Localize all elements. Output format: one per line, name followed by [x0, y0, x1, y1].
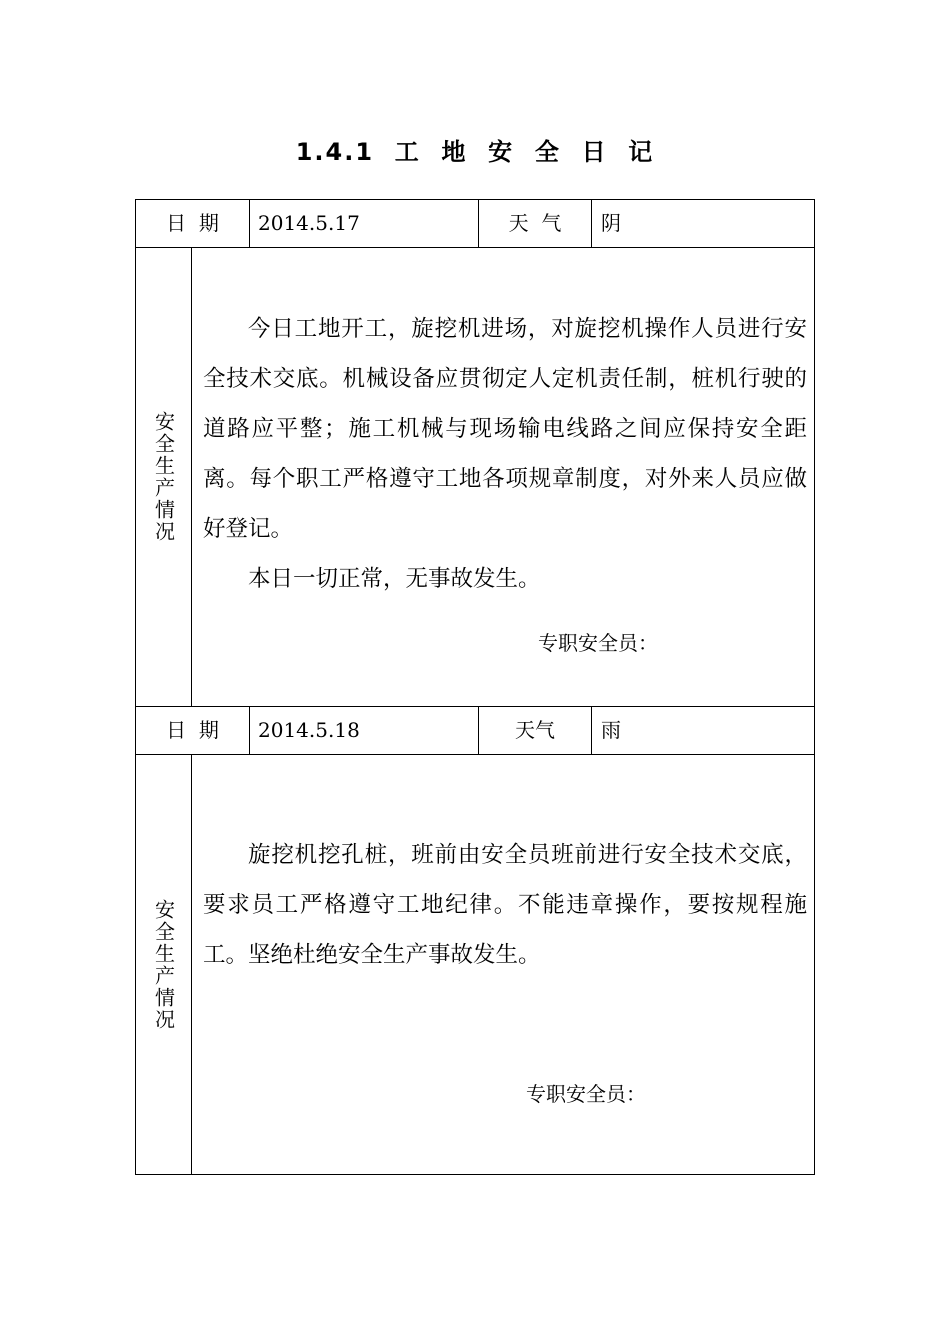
entry-content — [203, 830, 807, 980]
divider — [591, 707, 592, 754]
weather-value: 雨 — [601, 718, 621, 742]
signature-label: 专职安全员： — [526, 1082, 646, 1106]
entry-header-row — [136, 707, 814, 755]
log-entry — [135, 199, 815, 707]
log-entry — [135, 706, 815, 1175]
entry-content — [203, 304, 807, 604]
content-paragraph: 旋挖机挖孔桩，班前由安全员班前进行安全技术交底，要求员工严格遵守工地纪律。不能违章操作，要按规程施工。坚绝杜绝安全生产事故发生。 — [203, 842, 807, 968]
weather-value: 阴 — [601, 211, 621, 235]
entry-header-row — [136, 200, 814, 248]
weather-label: 天气 — [515, 718, 555, 742]
content-paragraph: 今日工地开工，旋挖机进场，对旋挖机操作人员进行安全技术交底。机械设备应贯彻定人定机责任制，桩机行驶的道路应平整；施工机械与现场输电线路之间应保持安全距离。每个职工严格遵守工地各项规章制度，对外来人员应做好登记。 — [203, 316, 807, 542]
divider — [591, 200, 592, 247]
side-column — [136, 248, 192, 706]
date-label: 日 期 — [166, 211, 219, 235]
side-column — [136, 755, 192, 1174]
content-paragraph: 本日一切正常，无事故发生。 — [248, 566, 541, 592]
date-value: 2014.5.17 — [258, 211, 360, 235]
divider — [249, 200, 250, 247]
side-label: 安全生产情况 — [151, 898, 176, 1031]
date-value: 2014.5.18 — [258, 718, 360, 742]
divider — [249, 707, 250, 754]
weather-label: 天 气 — [508, 211, 562, 235]
side-label: 安全生产情况 — [151, 411, 176, 543]
page-title: 1.4.1 工 地 安 全 日 记 — [295, 138, 655, 166]
date-label: 日 期 — [166, 718, 219, 742]
signature-label: 专职安全员： — [538, 631, 658, 655]
